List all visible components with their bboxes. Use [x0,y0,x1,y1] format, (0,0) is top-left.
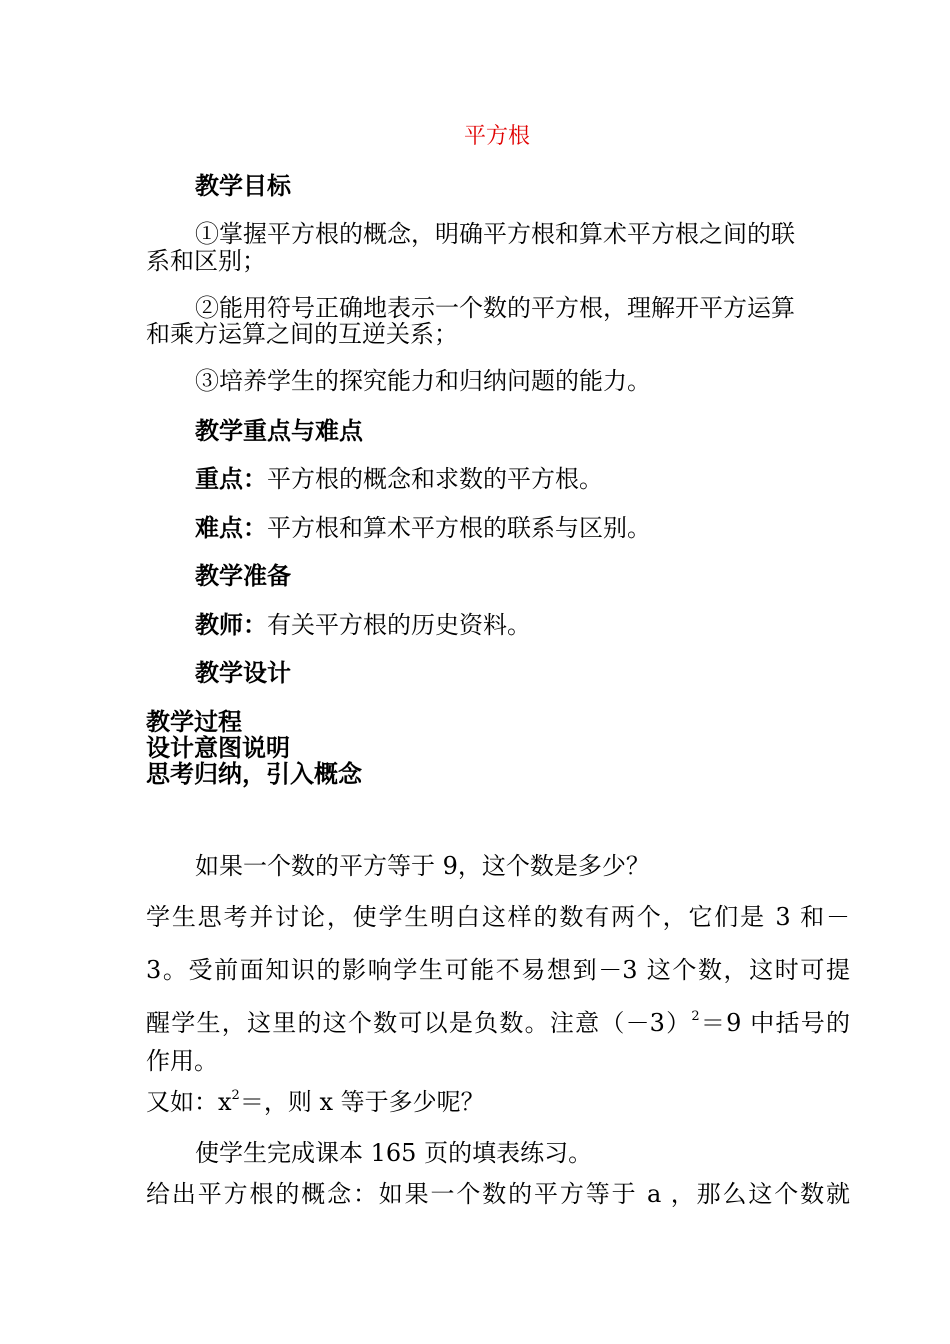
page-title: 平方根 [463,124,530,149]
paragraph-1-line-3-a: 醒学生，这里的这个数可以是负数。注意（－3） [146,1009,692,1037]
keypoint-text: 平方根的概念和求数的平方根。 [267,465,603,493]
paragraph-1-line-3-b: ＝9 中括号的 [699,1009,850,1037]
preparation-label: 教师： [195,610,267,639]
question-2-b: ＝，则 x 等于多少呢？ [239,1088,485,1116]
keypoint-line [195,466,899,492]
definition-line: 给出平方根的概念：如果一个数的平方等于 a ，那么这个数就 [146,1180,850,1208]
difficulty-line [195,515,899,541]
question-2 [146,1089,850,1115]
paragraph-1-line-1: 学生思考并讨论，使学生明白这样的数有两个，它们是 3 和－ [146,903,850,931]
heading-design: 教学设计 [195,658,291,687]
column-process: 教学过程 [146,707,242,736]
objective-1-line-1: ①掌握平方根的概念，明确平方根和算术平方根之间的联 [195,220,795,248]
preparation-line [195,612,899,638]
column-intent: 设计意图说明 [146,733,290,762]
difficulty-text: 平方根和算术平方根的联系与区别。 [267,514,651,542]
objective-2-line-2: 和乘方运算之间的互逆关系； [146,320,458,348]
keypoint-label: 重点： [195,464,267,493]
task-line: 使学生完成课本 165 页的填表练习。 [195,1139,593,1167]
superscript: 2 [231,1088,240,1103]
question-2-a: 又如：x [146,1088,232,1116]
heading-objectives: 教学目标 [195,171,291,200]
paragraph-1-line-2: 3。受前面知识的影响学生可能不易想到－3 这个数，这时可提 [146,956,850,984]
heading-keypoints: 教学重点与难点 [195,416,363,445]
section-heading: 思考归纳，引入概念 [146,759,362,788]
objective-1-line-2: 系和区别； [146,247,266,275]
superscript: 2 [691,1009,700,1024]
paragraph-1-line-4: 作用。 [146,1047,218,1075]
difficulty-label: 难点： [195,513,267,542]
paragraph-1-line-3 [146,1010,850,1036]
objective-3: ③培养学生的探究能力和归纳问题的能力。 [195,367,651,395]
heading-preparation: 教学准备 [195,561,291,590]
objective-2-line-1: ②能用符号正确地表示一个数的平方根，理解开平方运算 [195,294,795,322]
preparation-text: 有关平方根的历史资料。 [267,611,531,639]
question-1: 如果一个数的平方等于 9，这个数是多少？ [195,852,650,880]
